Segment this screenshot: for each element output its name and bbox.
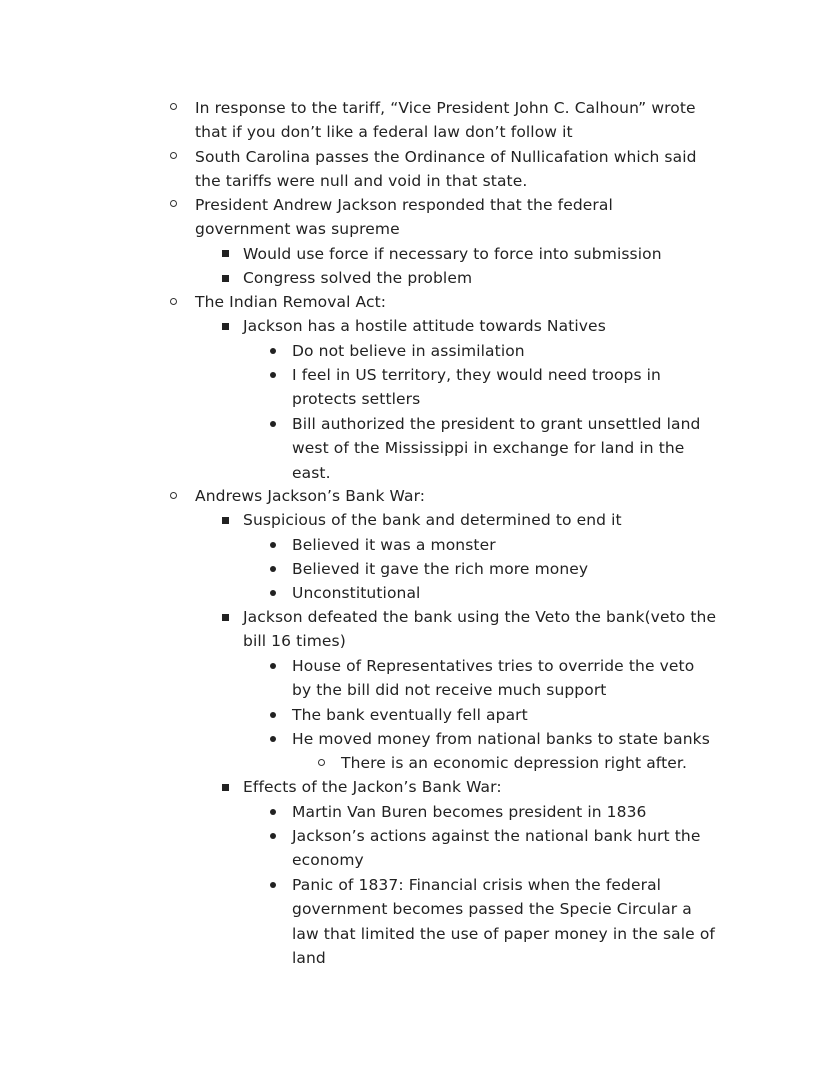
outline-item (292, 654, 694, 703)
outline-item (243, 242, 662, 266)
outline-line: protects settlers (292, 390, 421, 409)
outline-line: Believed it gave the rich more money (292, 560, 589, 578)
outline-line: Martin Van Buren becomes president in 1836 (292, 803, 647, 821)
hollow-circle-bullet-icon (170, 492, 177, 499)
filled-disc-bullet-icon (270, 590, 276, 596)
hollow-circle-bullet-icon (170, 103, 177, 110)
outline-line: government was supreme (195, 220, 400, 239)
outline-item (195, 96, 696, 145)
square-bullet-icon (222, 784, 229, 791)
filled-disc-bullet-icon (270, 736, 276, 742)
outline-item (292, 533, 496, 557)
square-bullet-icon (222, 250, 229, 257)
outline-line: Jackson has a hostile attitude towards Natives (243, 317, 606, 335)
outline-line: There is an economic depression right after. (341, 754, 687, 772)
hollow-circle-bullet-icon (170, 152, 177, 159)
hollow-circle-bullet-icon (170, 200, 177, 207)
outline-line: Would use force if necessary to force into submission (243, 245, 662, 263)
outline-line: Jackson’s actions against the national bank hurt the (292, 827, 701, 845)
outline-line: He moved money from national banks to state banks (292, 730, 710, 748)
outline-item (341, 751, 687, 775)
outline-item (243, 775, 502, 799)
outline-item (292, 703, 528, 727)
outline-item (292, 581, 420, 605)
outline-line: Do not believe in assimilation (292, 342, 525, 360)
square-bullet-icon (222, 517, 229, 524)
outline-line: government becomes passed the Specie Circular a (292, 900, 692, 919)
filled-disc-bullet-icon (270, 712, 276, 718)
outline-line: that if you don’t like a federal law don’t follow it (195, 123, 573, 142)
square-bullet-icon (222, 275, 229, 282)
outline-item (195, 193, 613, 242)
outline-line: economy (292, 851, 364, 870)
filled-disc-bullet-icon (270, 566, 276, 572)
hollow-circle-bullet-icon (318, 759, 325, 766)
outline-line: Congress solved the problem (243, 269, 473, 287)
outline-line: The bank eventually fell apart (292, 706, 528, 724)
outline-item (292, 412, 700, 485)
outline-line: The Indian Removal Act: (195, 293, 387, 311)
filled-disc-bullet-icon (270, 542, 276, 548)
outline-line: I feel in US territory, they would need troops in (292, 366, 661, 384)
outline-item (292, 800, 647, 824)
outline-line: Believed it was a monster (292, 536, 496, 554)
outline-item (195, 484, 425, 508)
square-bullet-icon (222, 614, 229, 621)
outline-item (243, 605, 716, 654)
outline-item (292, 363, 661, 412)
outline-item (243, 314, 606, 338)
filled-disc-bullet-icon (270, 421, 276, 427)
filled-disc-bullet-icon (270, 348, 276, 354)
outline-line: South Carolina passes the Ordinance of Nullicafation which said (195, 148, 697, 166)
outline-line: land (292, 949, 326, 968)
outline-line: the tariffs were null and void in that state. (195, 172, 528, 191)
filled-disc-bullet-icon (270, 882, 276, 888)
outline-line: Panic of 1837: Financial crisis when the federal (292, 876, 662, 894)
outline-item (292, 873, 715, 971)
outline-item (195, 290, 386, 314)
filled-disc-bullet-icon (270, 809, 276, 815)
square-bullet-icon (222, 323, 229, 330)
outline-line: In response to the tariff, “Vice President John C. Calhoun” wrote (195, 99, 696, 117)
outline-line: law that limited the use of paper money in the sale of (292, 924, 715, 943)
outline-line: west of the Mississippi in exchange for land in the (292, 439, 685, 458)
outline-item (243, 508, 622, 532)
outline-line: Andrews Jackson’s Bank War: (195, 487, 426, 505)
outline-line: Bill authorized the president to grant unsettled land (292, 415, 701, 433)
outline-item (292, 339, 525, 363)
outline-line: House of Representatives tries to override the veto (292, 657, 695, 675)
filled-disc-bullet-icon (270, 663, 276, 669)
outline-line: Unconstitutional (292, 584, 421, 602)
outline-line: Jackson defeated the bank using the Veto the bank(veto the (243, 608, 717, 626)
filled-disc-bullet-icon (270, 372, 276, 378)
outline-line: east. (292, 463, 331, 482)
outline-line: President Andrew Jackson responded that the federal (195, 196, 613, 214)
outline-item (292, 727, 710, 751)
outline-line: Effects of the Jackon’s Bank War: (243, 778, 502, 796)
outline-line: by the bill did not receive much support (292, 681, 607, 700)
filled-disc-bullet-icon (270, 833, 276, 839)
outline-item (195, 145, 697, 194)
outline-line: Suspicious of the bank and determined to end it (243, 511, 622, 529)
outline-item (292, 824, 700, 873)
hollow-circle-bullet-icon (170, 298, 177, 305)
outline-item (243, 266, 472, 290)
outline-line: bill 16 times) (243, 632, 346, 651)
outline-item (292, 557, 588, 581)
